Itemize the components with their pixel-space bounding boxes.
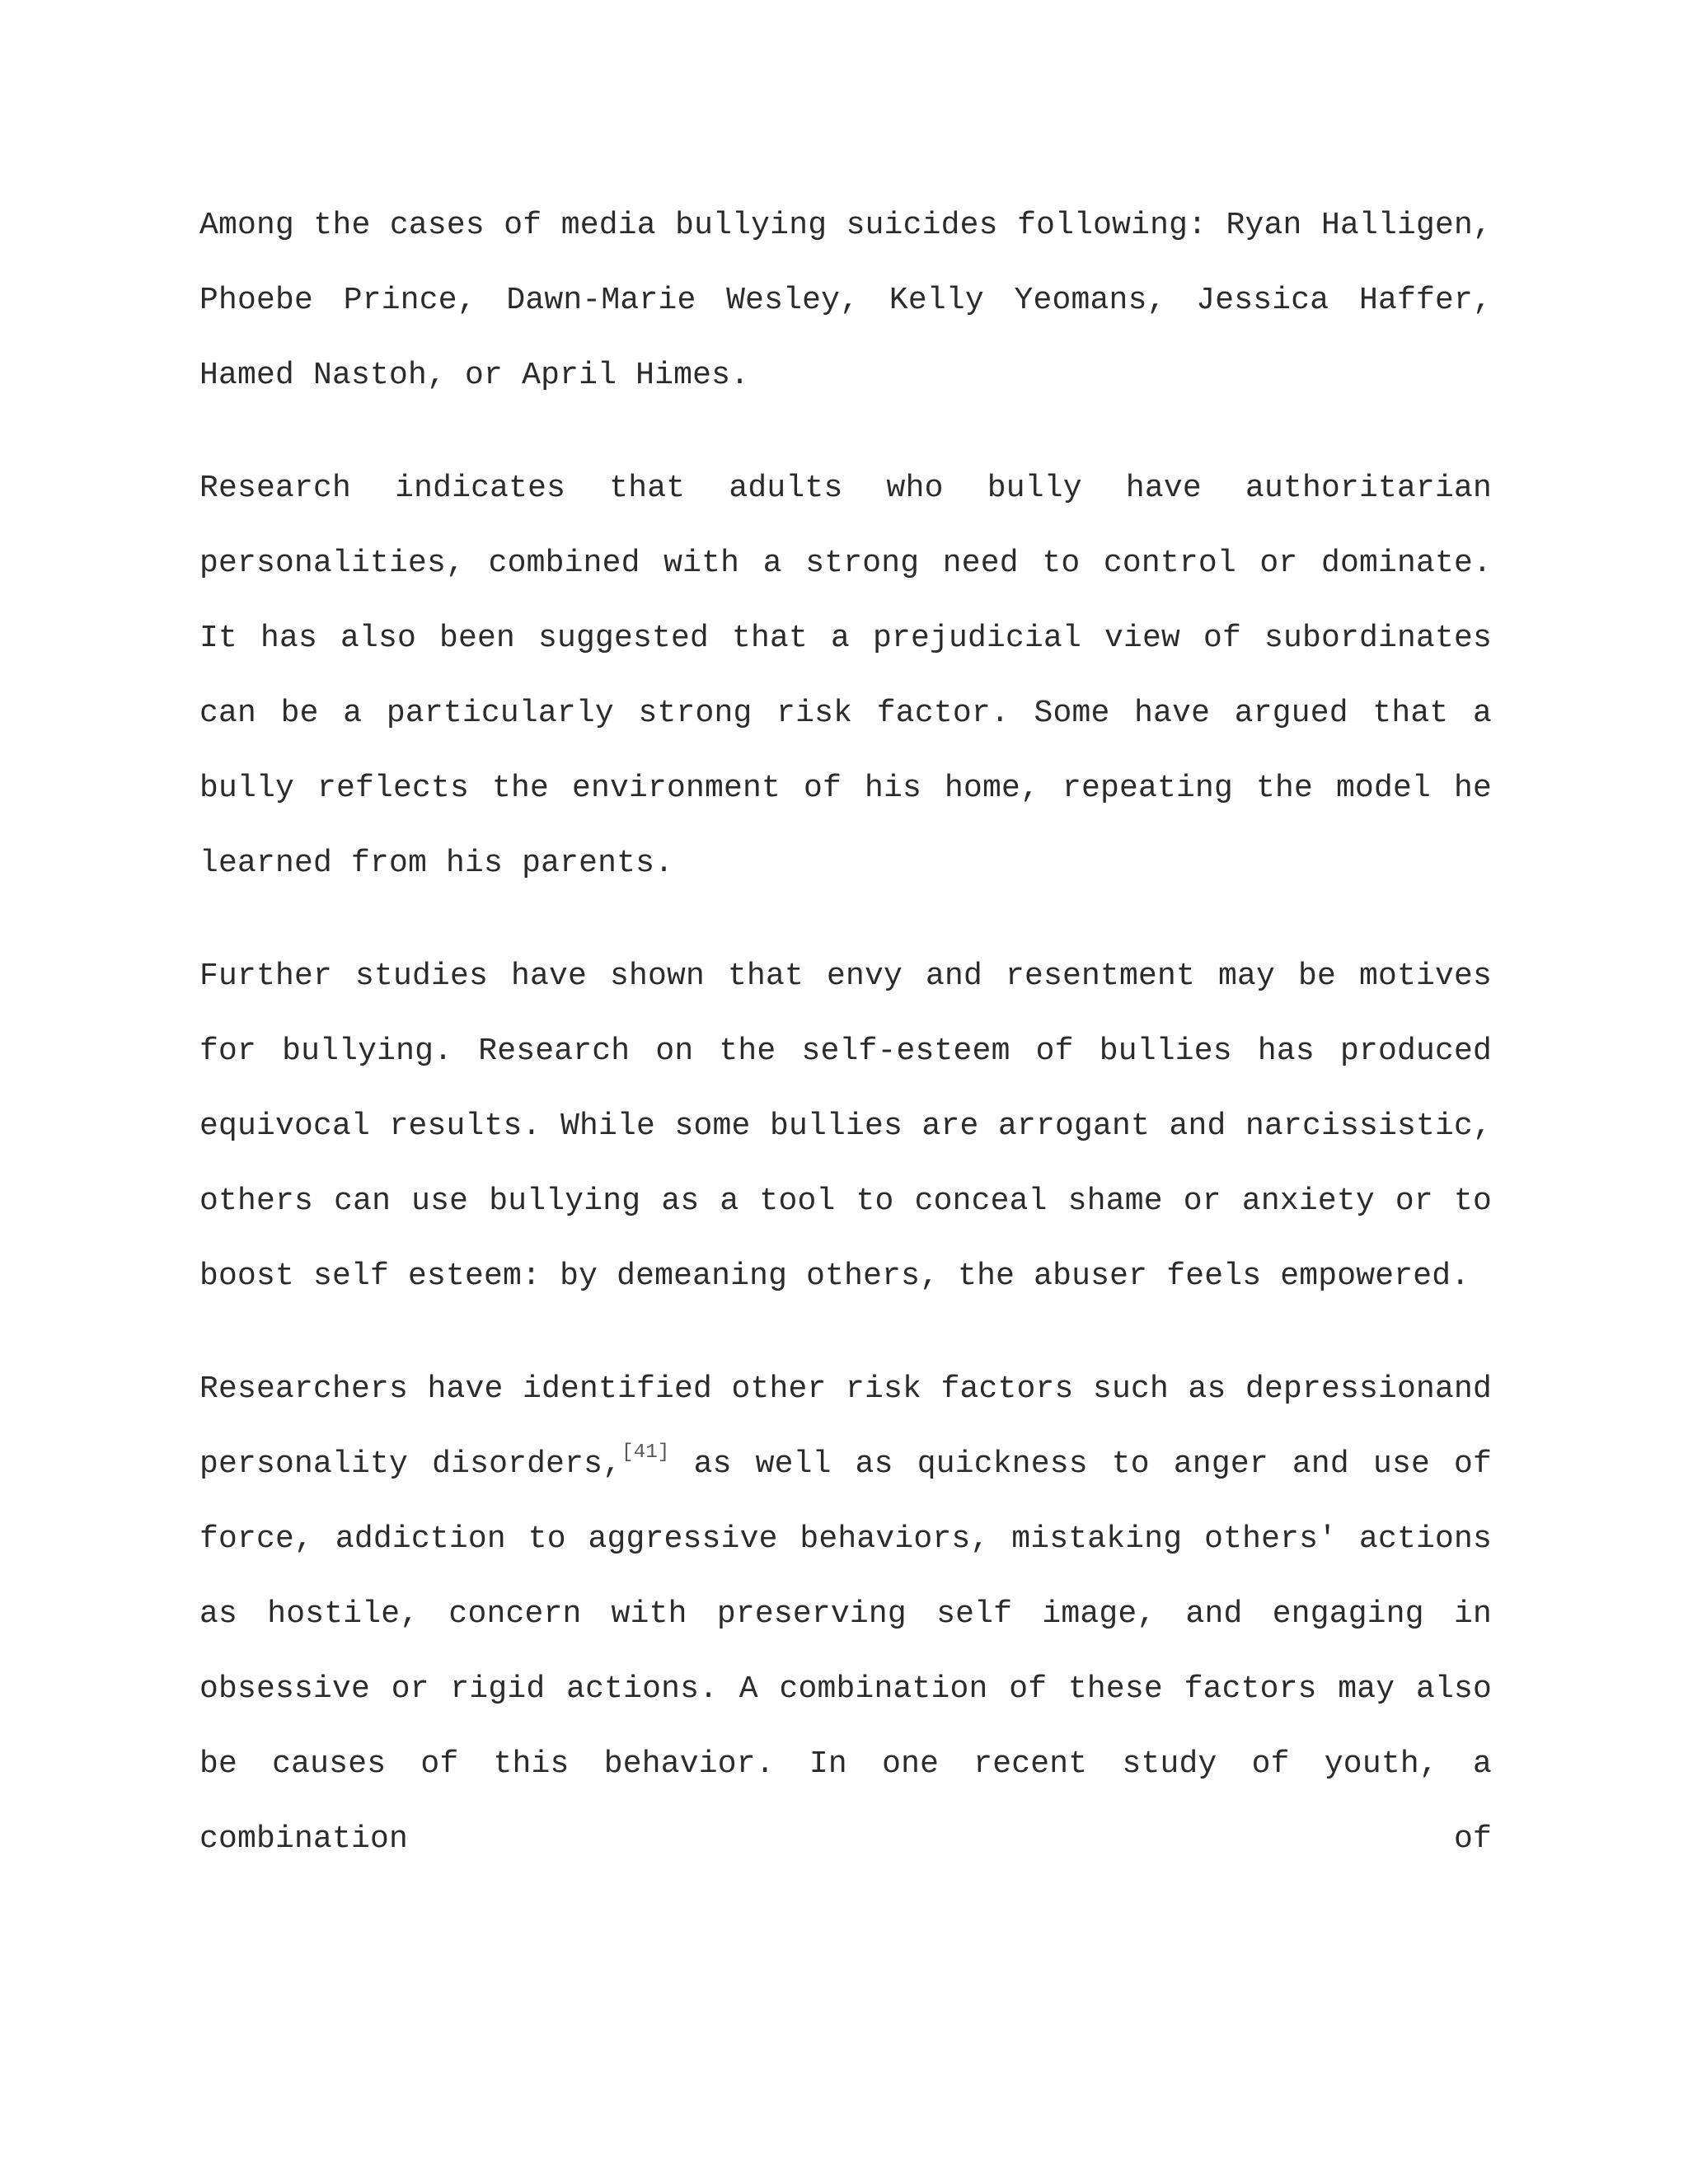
paragraph-3: Further studies have shown that envy and resentment may be motives for bullying. Research on the self-esteem of bullies has produced equivocal results. While some bullies are arrogant and narcissistic, others can use bullying as a tool to conceal shame or anxiety or to boost self esteem: by demeaning others, the abuser feels empowered. (199, 958, 1492, 1294)
paragraph-4-text-before-ref: Researchers have identified other risk factors such as depressionand personality disorders, (199, 1371, 1492, 1482)
paragraph-4-text-after-ref: as well as quickness to anger and use of force, addiction to aggressive behaviors, mistaking others' actions as hostile, concern with preserving self image, and engaging in obsessive or rigid actions. A combination of these factors may also be causes of this behavior. In one recent study of youth, a combination of (199, 1446, 1492, 1857)
citation-reference[interactable]: [41] (621, 1441, 670, 1464)
document-body (199, 188, 1492, 1915)
paragraph-1: Among the cases of media bullying suicides following: Ryan Halligen, Phoebe Prince, Dawn-Marie Wesley, Kelly Yeomans, Jessica Haffer, Hamed Nastoh, or April Himes. (199, 208, 1492, 393)
paragraph-4 (199, 1352, 1492, 1877)
paragraph-2: Research indicates that adults who bully have authoritarian personalities, combined with a strong need to control or dominate. It has also been suggested that a prejudicial view of subordinates can be a particularly strong risk factor. Some have argued that a bully reflects the environment of his home, repeating the model he learned from his parents. (199, 471, 1492, 881)
